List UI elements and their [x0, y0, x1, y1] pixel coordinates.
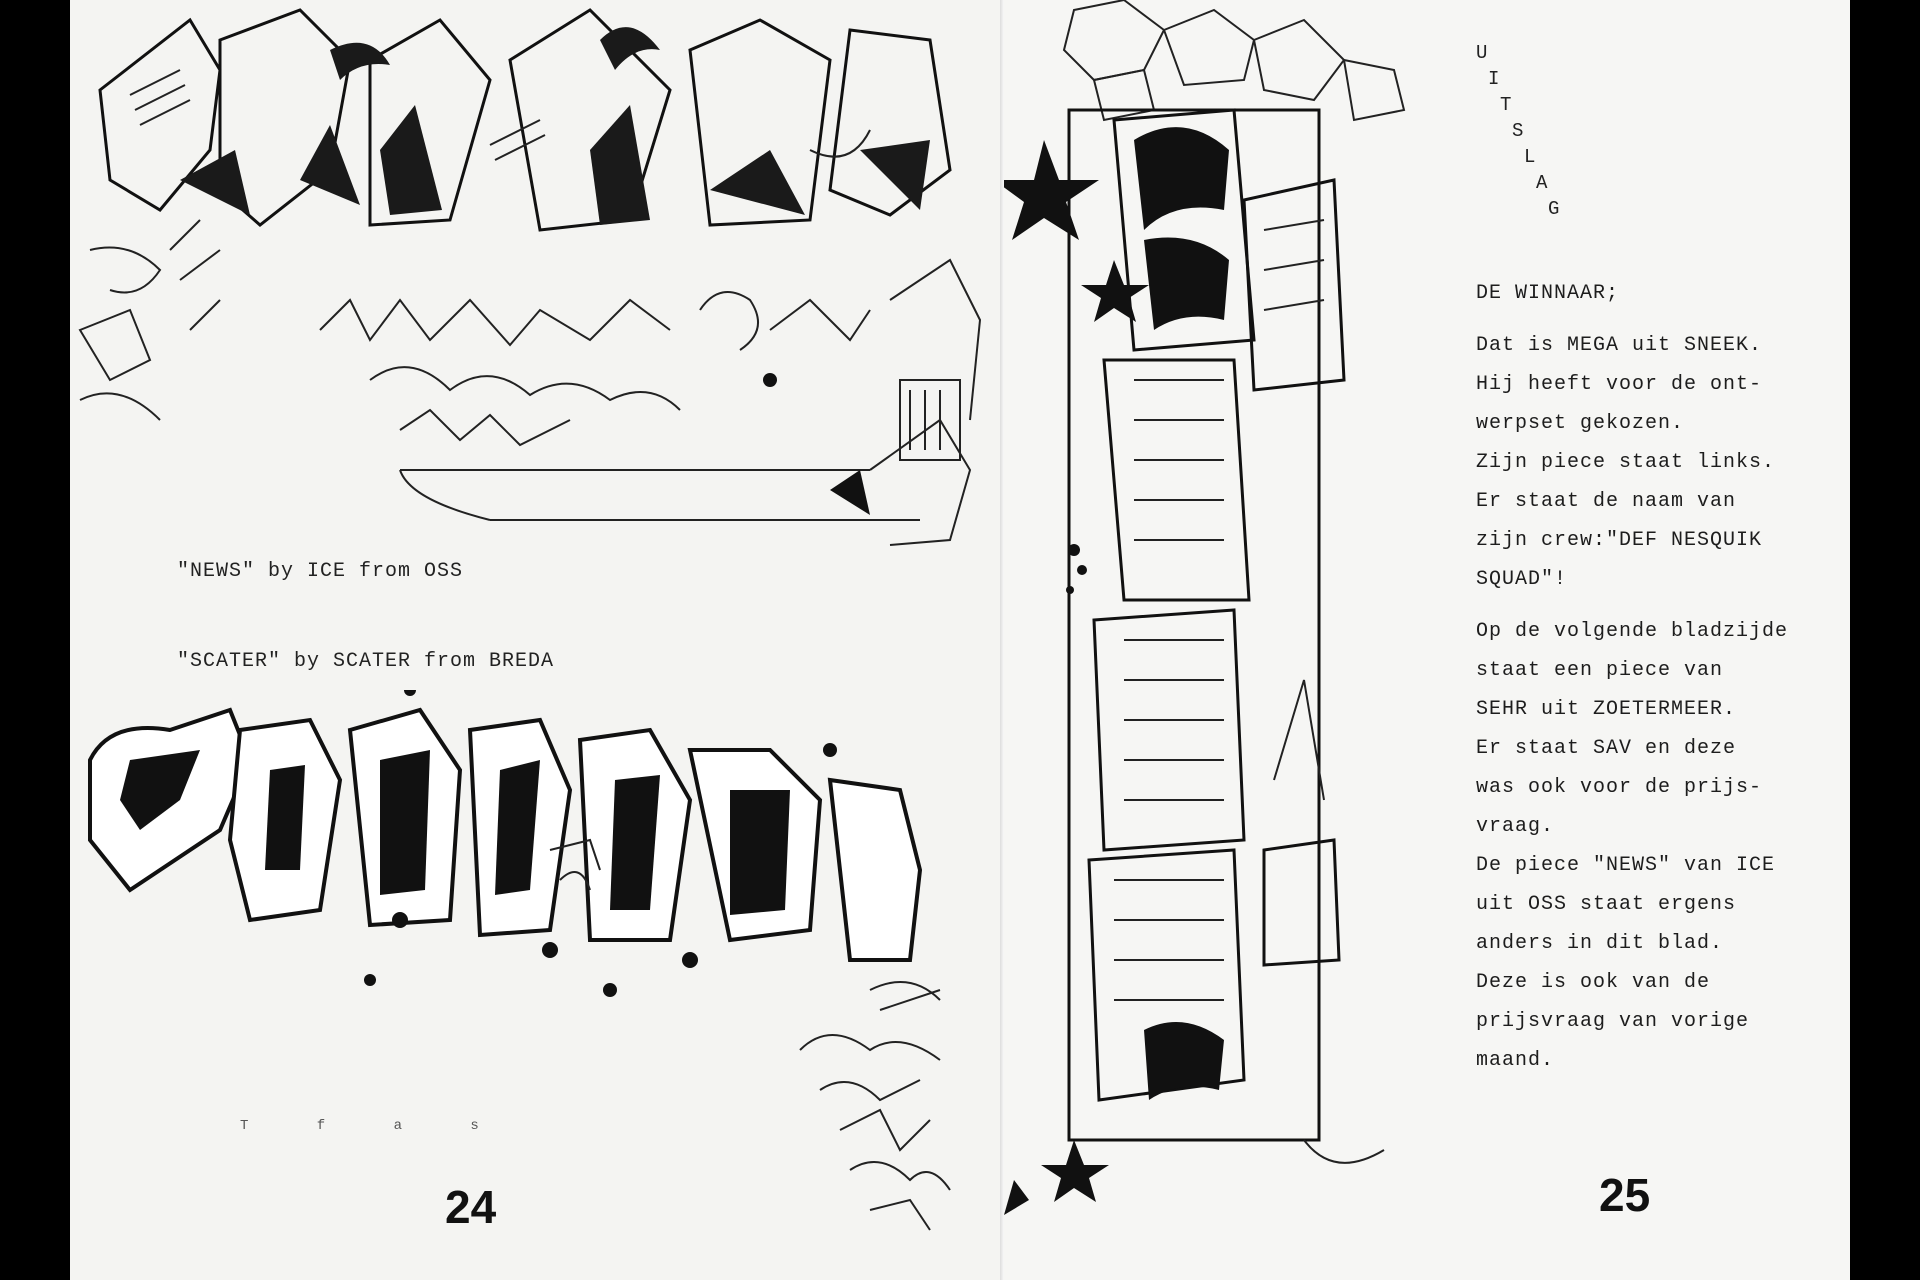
winner-label: DE WINNAAR; [1476, 282, 1620, 305]
paragraph-line: Hij heeft voor de ont- [1476, 373, 1763, 396]
paragraph-line: Op de volgende bladzijde [1476, 620, 1789, 643]
paragraph-line: prijsvraag van vorige [1476, 1010, 1750, 1033]
heading-letter-a: A [1536, 172, 1548, 194]
small-tags-bottom-right [790, 1010, 990, 1250]
faint-text: T f a s [240, 1118, 509, 1134]
right-page [1004, 0, 1850, 1280]
paragraph-line: Deze is ook van de [1476, 971, 1711, 994]
left-page [70, 0, 1004, 1280]
paragraph-line: Dat is MEGA uit SNEEK. [1476, 334, 1763, 357]
paragraph-line: zijn crew:"DEF NESQUIK [1476, 529, 1763, 552]
heading-letter-i: I [1488, 68, 1500, 90]
paragraph-line: staat een piece van [1476, 659, 1724, 682]
page-number-left: 24 [445, 1181, 497, 1233]
paragraph-line: was ook voor de prijs- [1476, 776, 1763, 799]
heading-letter-s: S [1512, 120, 1524, 142]
graffiti-scater-artwork [70, 690, 1004, 1020]
paragraph-line: SEHR uit ZOETERMEER. [1476, 698, 1737, 721]
caption-news: "NEWS" by ICE from OSS [177, 560, 464, 583]
page-number-right: 25 [1599, 1169, 1651, 1221]
graffiti-news-artwork [70, 0, 1004, 555]
paragraph-line: vraag. [1476, 815, 1555, 838]
heading-letter-l: L [1524, 146, 1536, 168]
paragraph-line: werpset gekozen. [1476, 412, 1685, 435]
paragraph-line: De piece "NEWS" van ICE [1476, 854, 1776, 877]
paragraph-line: Er staat de naam van [1476, 490, 1737, 513]
paragraph-line: SQUAD"! [1476, 568, 1568, 591]
paragraph-line: maand. [1476, 1049, 1555, 1072]
paragraph-line: Zijn piece staat links. [1476, 451, 1776, 474]
heading-letter-t: T [1500, 94, 1512, 116]
paragraph-line: anders in dit blad. [1476, 932, 1724, 955]
heading-letter-u: U [1476, 42, 1488, 64]
heading-letter-g: G [1548, 198, 1560, 220]
paragraph-line: uit OSS staat ergens [1476, 893, 1737, 916]
graffiti-vertical-artwork [1004, 80, 1414, 1260]
caption-scater: "SCATER" by SCATER from BREDA [177, 650, 555, 673]
paragraph-line: Er staat SAV en deze [1476, 737, 1737, 760]
